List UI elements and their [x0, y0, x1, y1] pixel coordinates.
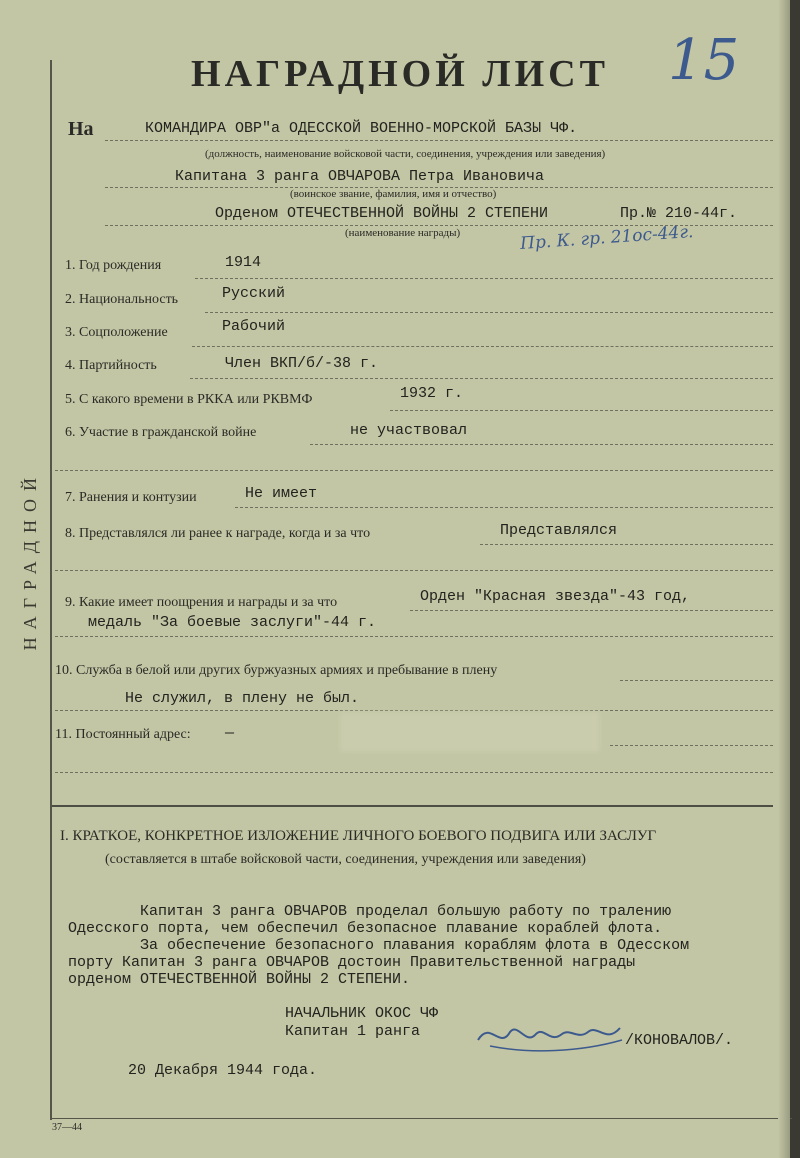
signatory-post: НАЧАЛЬНИК ОКОС ЧФ — [285, 1005, 439, 1022]
field-label: 3. Соцположение — [65, 325, 168, 340]
field-label: 10. Служба в белой или других буржуазных армиях и пребывание в плену — [55, 663, 498, 678]
na-label: На — [68, 118, 94, 140]
handwritten-signature — [470, 1010, 630, 1060]
margin-stamp-text: НАГРАДНОЙ — [20, 470, 40, 651]
field-value: 1932 г. — [400, 385, 464, 402]
field-value-continued: медаль "За боевые заслуги"-44 г. — [88, 614, 377, 631]
signatory-rank: Капитан 1 ранга — [285, 1023, 421, 1040]
field-label: 11. Постоянный адрес: — [55, 727, 191, 742]
footer-code: 37—44 — [52, 1122, 82, 1133]
field-label: 6. Участие в гражданской войне — [65, 425, 257, 440]
person-value: Капитана 3 ранга ОВЧАРОВА Петра Ивановича — [175, 168, 545, 185]
field-value: — — [225, 725, 235, 742]
field-label: 9. Какие имеет поощрения и награды и за что — [65, 595, 338, 610]
field-value: Рабочий — [222, 318, 286, 335]
field-value: Орден "Красная звезда"-43 год, — [420, 588, 691, 605]
footer-rule — [52, 1118, 792, 1119]
handwritten-note: Пр. К. гр. 21ос-44г. — [519, 221, 695, 255]
section-caption: (составляется в штабе войсковой части, соединения, учреждения или заведения) — [105, 852, 586, 867]
document-date: 20 Декабря 1944 года. — [128, 1062, 318, 1079]
document-title: НАГРАДНОЙ ЛИСТ — [191, 53, 609, 95]
unit-value: КОМАНДИРА ОВР"а ОДЕССКОЙ ВОЕННО-МОРСКОЙ БАЗЫ ЧФ. — [145, 120, 578, 137]
narrative-line: За обеспечение безопасного плавания кораблям флота в Одесском — [140, 937, 690, 954]
unit-caption: (должность, наименование войсковой части, соединения, учреждения или заведения) — [205, 148, 606, 160]
field-value: Русский — [222, 285, 286, 302]
order-ref: Пр.№ 210-44г. — [620, 205, 738, 222]
narrative-line: порту Капитан 3 ранга ОВЧАРОВ достоин Правительственной награды — [68, 954, 636, 971]
award-caption: (наименование награды) — [345, 227, 461, 239]
field-label: 7. Ранения и контузии — [65, 490, 197, 505]
field-label: 5. С какого времени в РККА или РКВМФ — [65, 392, 313, 407]
signatory-name: /КОНОВАЛОВ/. — [625, 1032, 734, 1049]
narrative-line: Капитан 3 ранга ОВЧАРОВ проделал большую работу по тралению — [140, 903, 672, 920]
narrative-line: Одесского порта, чем обеспечил безопасное плавание кораблей флота. — [68, 920, 663, 937]
narrative-line: орденом ОТЕЧЕСТВЕННОЙ ВОЙНЫ 2 СТЕПЕНИ. — [68, 971, 411, 988]
handwritten-number: 15 — [668, 28, 740, 93]
field-value: Член ВКП/б/-38 г. — [225, 355, 379, 372]
field-value: не участвовал — [350, 422, 468, 439]
section-heading: I. КРАТКОЕ, КОНКРЕТНОЕ ИЗЛОЖЕНИЕ ЛИЧНОГО БОЕВОГО ПОДВИГА ИЛИ ЗАСЛУГ — [60, 828, 657, 844]
field-value: 1914 — [225, 254, 262, 271]
person-caption: (воинское звание, фамилия, имя и отчество) — [290, 188, 497, 200]
field-value: Не имеет — [245, 485, 318, 502]
margin-line — [50, 60, 52, 1120]
field-value: Не служил, в плену не был. — [125, 690, 360, 707]
field-label: 8. Представлялся ли ранее к награде, когда и за что — [65, 526, 371, 541]
field-label: 2. Национальность — [65, 292, 179, 307]
field-value: Представлялся — [500, 522, 618, 539]
redacted-area — [340, 712, 600, 752]
field-label: 1. Год рождения — [65, 258, 162, 273]
field-label: 4. Партийность — [65, 358, 157, 373]
award-value: Орденом ОТЕЧЕСТВЕННОЙ ВОЙНЫ 2 СТЕПЕНИ — [215, 205, 549, 222]
